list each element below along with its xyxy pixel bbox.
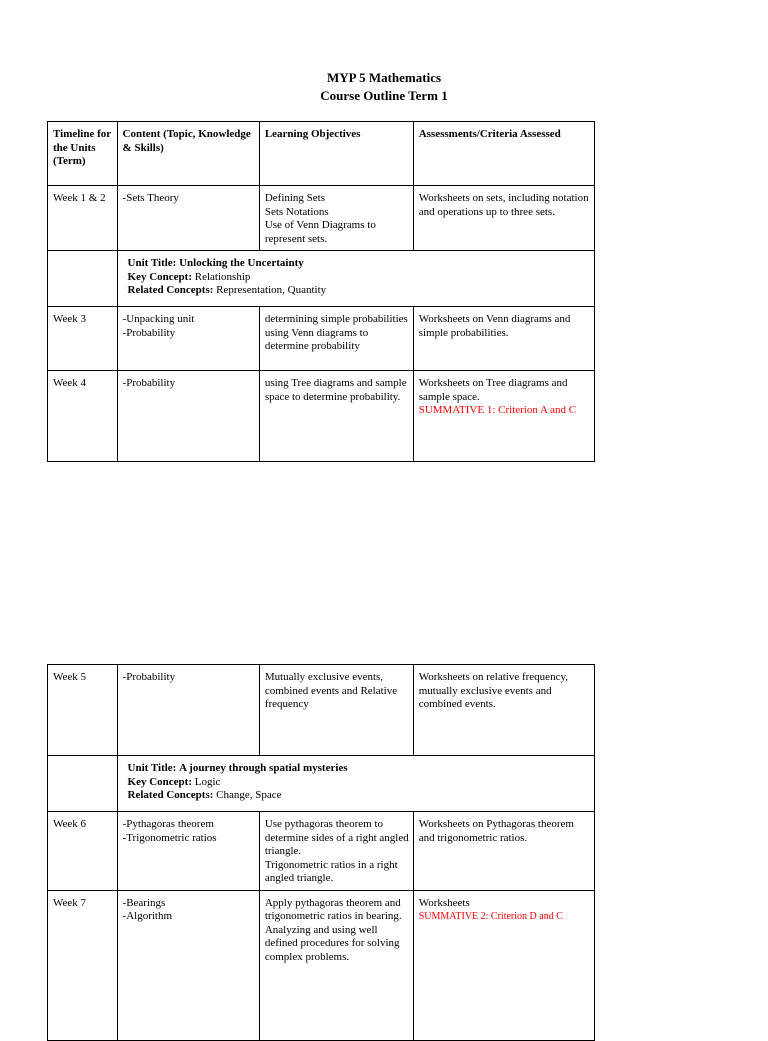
content-cell xyxy=(117,665,259,756)
objective-line: Analyzing and using well defined procedures for solving complex problems. xyxy=(264,923,400,963)
course-outline-table-2 xyxy=(47,664,595,1041)
column-header-content: Content (Topic, Knowledge & Skills) xyxy=(117,122,259,186)
timeline-cell: Week 3 xyxy=(48,307,118,371)
unit-title-label: Unit Title: xyxy=(127,762,177,774)
objectives-cell xyxy=(259,371,413,462)
assessment-cell xyxy=(413,307,594,371)
table-row xyxy=(48,812,595,891)
objective-line: Defining Sets xyxy=(264,192,326,204)
summative-text: SUMMATIVE 1: Criterion A and C xyxy=(418,404,577,416)
related-concepts: Representation, Quantity xyxy=(216,284,327,296)
assessment-text: Worksheets on relative frequency, mutually exclusive events and combined events. xyxy=(418,671,568,710)
timeline-cell: Week 1 & 2 xyxy=(48,186,118,251)
unit-title-line xyxy=(128,257,590,271)
table-row xyxy=(48,371,595,462)
assessment-text: Worksheets on sets, including notation and operations up to three sets. xyxy=(418,192,589,218)
objectives-cell xyxy=(259,890,413,1040)
assessment-text: Worksheets xyxy=(418,896,470,909)
objective-line: Trigonometric ratios in a right angled triangle. xyxy=(264,858,398,884)
objectives-cell xyxy=(259,812,413,891)
summative-text: SUMMATIVE 2: Criterion D and C xyxy=(418,911,563,922)
related-concepts-label: Related Concepts: xyxy=(127,284,214,296)
column-header-assessment: Assessments/Criteria Assessed xyxy=(413,122,594,186)
objectives-cell xyxy=(259,186,413,251)
content-cell xyxy=(117,890,259,1040)
timeline-cell: Week 6 xyxy=(48,812,118,891)
unit-row xyxy=(48,251,595,307)
key-concept-line xyxy=(128,271,590,285)
table-row xyxy=(48,307,595,371)
content-line: -Probability xyxy=(122,671,176,683)
key-concept-label: Key Concept: xyxy=(127,775,193,788)
objective-line: Use pythagoras theorem to determine sides of a right angled triangle. xyxy=(264,818,409,857)
content-line: -Unpacking unit xyxy=(122,313,195,325)
related-concepts: Change, Space xyxy=(216,789,282,801)
timeline-cell: Week 4 xyxy=(48,371,118,462)
assessment-text: Worksheets on Pythagoras theorem and trigonometric ratios. xyxy=(418,818,574,844)
unit-title: A journey through spatial mysteries xyxy=(179,762,348,774)
content-cell xyxy=(117,371,259,462)
assessment-cell xyxy=(413,890,594,1040)
objective-line: Use of Venn Diagrams to represent sets. xyxy=(264,219,376,245)
content-line: -Probability xyxy=(122,377,176,389)
column-header-objectives: Learning Objectives xyxy=(259,122,413,186)
content-line: -Pythagoras theorem xyxy=(122,818,214,830)
objective-line: Apply pythagoras theorem and trigonometric ratios in bearing. xyxy=(264,896,402,922)
related-concepts-line xyxy=(128,284,590,298)
content-cell xyxy=(117,186,259,251)
assessment-text: Worksheets on Venn diagrams and simple probabilities. xyxy=(418,313,571,339)
timeline-cell: Week 7 xyxy=(48,890,118,1040)
key-concept-label: Key Concept: xyxy=(127,270,193,283)
assessment-text: Worksheets on Tree diagrams and sample space. xyxy=(418,377,568,403)
key-concept-line xyxy=(128,776,590,790)
related-concepts-line xyxy=(128,789,590,803)
key-concept: Logic xyxy=(194,775,221,788)
table-row xyxy=(48,186,595,251)
table-row xyxy=(48,890,595,1040)
content-cell xyxy=(117,307,259,371)
document-subtitle: Course Outline Term 1 xyxy=(320,88,448,103)
content-cell xyxy=(117,812,259,891)
objectives-cell xyxy=(259,665,413,756)
unit-row xyxy=(48,756,595,812)
key-concept: Relationship xyxy=(194,270,251,283)
assessment-cell xyxy=(413,812,594,891)
table-row xyxy=(48,665,595,756)
related-concepts-label: Related Concepts: xyxy=(127,789,214,801)
unit-info-cell xyxy=(117,251,594,307)
content-line: -Bearings xyxy=(122,896,166,909)
empty-cell xyxy=(48,251,118,307)
timeline-cell: Week 5 xyxy=(48,665,118,756)
objective-line: using Tree diagrams and sample space to determine probability. xyxy=(264,377,407,403)
objective-line: Mutually exclusive events, combined events and Relative frequency xyxy=(264,671,398,710)
table-header-row xyxy=(48,122,595,186)
unit-info-cell xyxy=(117,756,594,812)
document-header xyxy=(0,69,768,105)
content-line: -Trigonometric ratios xyxy=(122,831,217,844)
content-line: -Probability xyxy=(122,326,176,339)
objectives-cell xyxy=(259,307,413,371)
assessment-cell xyxy=(413,371,594,462)
column-header-timeline: Timeline for the Units (Term) xyxy=(48,122,118,186)
content-line: -Algorithm xyxy=(122,910,173,922)
assessment-cell xyxy=(413,665,594,756)
course-outline-table-1 xyxy=(47,121,595,462)
content-line: -Sets Theory xyxy=(122,192,179,204)
unit-title-line xyxy=(128,762,590,776)
objective-line: Sets Notations xyxy=(264,205,329,218)
unit-title: Unlocking the Uncertainty xyxy=(179,257,304,269)
objective-line: using Venn diagrams to determine probability xyxy=(264,326,369,352)
unit-title-label: Unit Title: xyxy=(127,257,177,269)
empty-cell xyxy=(48,756,118,812)
document-title: MYP 5 Mathematics xyxy=(326,70,442,85)
objective-line: determining simple probabilities xyxy=(264,313,408,325)
assessment-cell xyxy=(413,186,594,251)
